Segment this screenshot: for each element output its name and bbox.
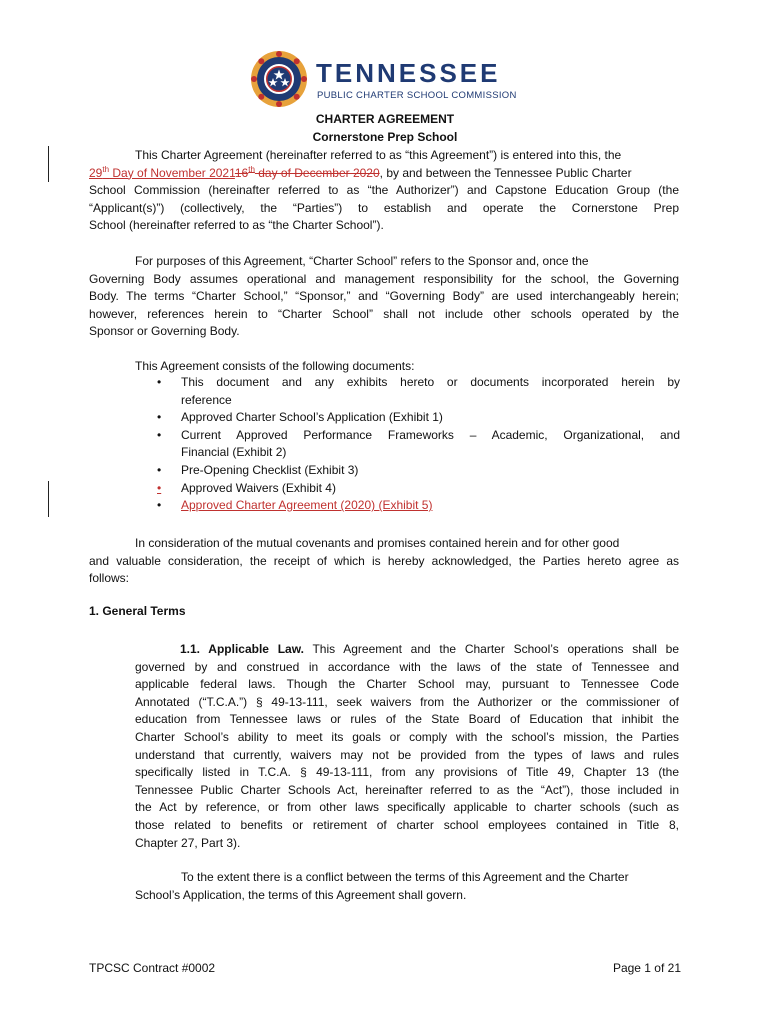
- section-heading: 1. General Terms: [89, 604, 186, 618]
- revision-change-bar: [48, 146, 49, 182]
- purposes-line: Sponsor or Governing Body.: [89, 324, 240, 339]
- revision-change-bar: [48, 481, 49, 517]
- list-item: • Approved Charter School’s Application (Exhibit 1): [155, 409, 680, 427]
- logo-title: TENNESSEE: [316, 58, 501, 88]
- purposes-line: however, references herein to “Charter School” shall not include other schools operated by the: [89, 306, 679, 321]
- purposes-paragraph: [89, 253, 679, 341]
- deleted-date: 16th day of December 2020: [234, 164, 380, 180]
- documents-lead: This Agreement consists of the following documents:: [135, 359, 415, 373]
- conflict-paragraph: To the extent there is a conflict between the terms of this Agreement and the Charter School’s Application, the terms of this Agreement shall govern.: [135, 870, 629, 902]
- list-item: • Pre-Opening Checklist (Exhibit 3): [155, 462, 680, 480]
- applicable-law-paragraph: 1.1. Applicable Law. This Agreement and the Charter School’s operations shall be governed by and construed in accordance with the laws of the state of Tennessee and applicable federal laws. Though the Charter School may, pursuant to Tennessee Code Annotated (“T.C.A.”) § 49-13-111, seek waivers from the Authorizer or the commissioner of education from Tennessee laws or rules of the State Board of Education that inhibit the Charter School’s ability to meet its goals or comply with the school’s mission, the Parties understand that currently, waivers may not be provided from the types of laws and rules specifically listed in T.C.A. § 49-13-111, from any provisions of Title 49, Chapter 13 (the Tennessee Public Charter Schools Act, hereinafter referred to as the “Act”), those included in the Act by reference, or from other laws specifically applicable to charter schools (such as those related to benefits or retirement of charter school employees contained in Title 8, Chapter 27, Part 3).: [135, 642, 679, 850]
- purposes-line: Body. The terms “Charter School,” “Sponsor,” and “Governing Body” are used interchangeably herein;: [89, 289, 679, 304]
- intro-line: “Applicant(s)”) (collectively, the “Parties”) to establish and operate the Cornerstone Prep: [89, 200, 679, 215]
- document-title: CHARTER AGREEMENT: [315, 112, 455, 126]
- intro-line: School (hereinafter referred to as “the Charter School”).: [89, 218, 384, 233]
- applicable-law-first-line: 1.1. Applicable Law. This Agreement and the Charter School’s operations shall be: [180, 642, 679, 656]
- list-item: [155, 497, 680, 515]
- consideration-paragraph: [89, 535, 679, 588]
- bullet-icon: •: [157, 375, 162, 389]
- inserted-date: 29th Day of November 2021: [89, 164, 235, 180]
- school-name: Cornerstone Prep School: [312, 130, 458, 144]
- purposes-line: For purposes of this Agreement, “Charter School” refers to the Sponsor and, once the: [135, 254, 589, 268]
- footer-page-number: Page 1 of 21: [612, 961, 681, 975]
- list-item: • Current Approved Performance Frameworks – Academic, Organizational, and Financial (Exhibit 2): [157, 427, 680, 460]
- list-item: • Approved Waivers (Exhibit 4): [155, 480, 680, 498]
- consideration-line: and valuable consideration, the receipt of which is hereby acknowledged, the Parties hereto agree as: [89, 553, 679, 568]
- list-item: • This document and any exhibits hereto or documents incorporated herein by reference: [157, 375, 680, 407]
- bullet-icon: •: [157, 410, 162, 425]
- logo-subtitle: PUBLIC CHARTER SCHOOL COMMISSION: [317, 90, 517, 101]
- tennessee-tri-star-seal-icon: [250, 50, 308, 108]
- documents-list: [155, 374, 680, 515]
- sub-heading: 1.1. Applicable Law.: [180, 642, 304, 656]
- tennessee-commission-logo: [250, 50, 525, 108]
- intro-paragraph: [89, 147, 679, 235]
- bullet-icon: •: [157, 462, 162, 477]
- consideration-line: In consideration of the mutual covenants and promises contained herein and for other good: [135, 536, 620, 550]
- inserted-exhibit-5: Approved Charter Agreement (2020) (Exhibit 5): [181, 498, 433, 513]
- bullet-icon: •: [157, 427, 162, 442]
- consideration-line: follows:: [89, 571, 130, 586]
- bullet-icon: •: [157, 498, 162, 513]
- intro-line: School Commission (hereinafter referred to as “the Authorizer”) and Capstone Education Group (the: [89, 183, 679, 198]
- purposes-line: Governing Body assumes operational and management responsibility for the school, the Governing: [89, 271, 679, 286]
- footer-contract-number: TPCSC Contract #0002: [89, 961, 216, 975]
- inserted-bullet-icon: •: [157, 480, 162, 495]
- intro-lead: This Charter Agreement (hereinafter referred to as “this Agreement”) is entered into this, the: [135, 148, 622, 162]
- intro-date-line: 29th Day of November 202116th day of December 2020, by and between the Tennessee Public Charter: [89, 164, 632, 180]
